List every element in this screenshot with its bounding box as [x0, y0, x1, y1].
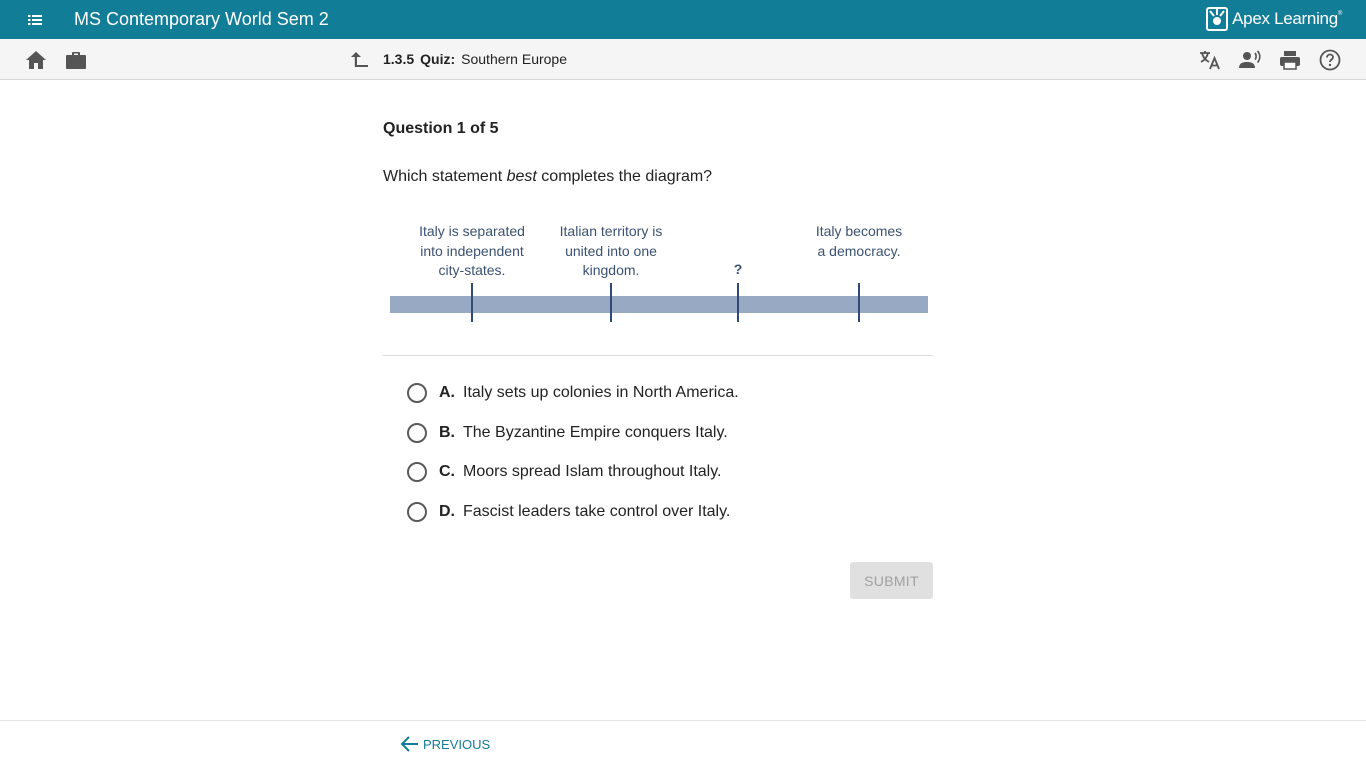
radio-button[interactable] [407, 462, 427, 482]
help-icon[interactable] [1318, 48, 1342, 72]
choice-letter: A. [439, 384, 455, 401]
question-text-after: completes the diagram? [536, 168, 713, 185]
choice-text: Fascist leaders take control over Italy. [463, 503, 731, 520]
read-aloud-icon[interactable] [1238, 48, 1262, 72]
choice-letter: C. [439, 463, 455, 480]
timeline-diagram [383, 218, 933, 328]
choice-letter: D. [439, 503, 455, 520]
divider [383, 355, 933, 356]
arrow-left-icon [400, 735, 420, 753]
footer-nav [0, 720, 1366, 768]
timeline-label-city-states: Italy is separated into independent city-states. [419, 223, 525, 278]
toolbar [0, 39, 1366, 80]
menu-list-icon[interactable] [22, 10, 50, 30]
timeline-label-unknown: ? [733, 261, 743, 277]
choice-b[interactable] [407, 416, 927, 450]
timeline-bar [390, 296, 928, 313]
apex-learning-logo [1206, 6, 1342, 32]
question-text [383, 168, 712, 186]
question-text-before: Which statement [383, 168, 507, 185]
print-icon[interactable] [1278, 48, 1302, 72]
radio-button[interactable] [407, 383, 427, 403]
course-title: MS Contemporary World Sem 2 [74, 9, 329, 29]
lesson-number: 1.3.5 [383, 51, 415, 67]
radio-button[interactable] [407, 423, 427, 443]
choice-a[interactable] [407, 376, 927, 410]
choice-d[interactable] [407, 495, 927, 529]
up-arrow-icon[interactable] [347, 48, 371, 72]
top-bar [0, 0, 1366, 39]
radio-button[interactable] [407, 502, 427, 522]
choice-letter: B. [439, 424, 455, 441]
choice-text: Italy sets up colonies in North America. [463, 384, 739, 401]
apex-logo-icon [1206, 6, 1228, 32]
lesson-kind: Quiz: [420, 51, 456, 67]
choice-text: The Byzantine Empire conquers Italy. [463, 424, 728, 441]
choice-c[interactable] [407, 455, 927, 489]
question-text-emphasis: best [506, 168, 537, 185]
timeline-label-democracy: Italy becomes a democracy. [815, 223, 903, 259]
home-icon[interactable] [24, 48, 48, 72]
previous-label: PREVIOUS [423, 736, 491, 752]
brand-name: Apex Learning [1232, 9, 1338, 28]
question-heading: Question 1 of 5 [383, 120, 499, 137]
translate-icon[interactable] [1198, 48, 1222, 72]
brand-mark: ® [1337, 11, 1342, 17]
briefcase-icon[interactable] [64, 48, 88, 72]
previous-button[interactable] [400, 735, 490, 753]
lesson-title: Southern Europe [461, 51, 567, 67]
breadcrumb [383, 51, 567, 67]
choice-text: Moors spread Islam throughout Italy. [463, 463, 722, 480]
submit-button[interactable]: SUBMIT [850, 562, 933, 599]
timeline-label-unification: Italian territory is united into one kingdom. [559, 223, 663, 278]
